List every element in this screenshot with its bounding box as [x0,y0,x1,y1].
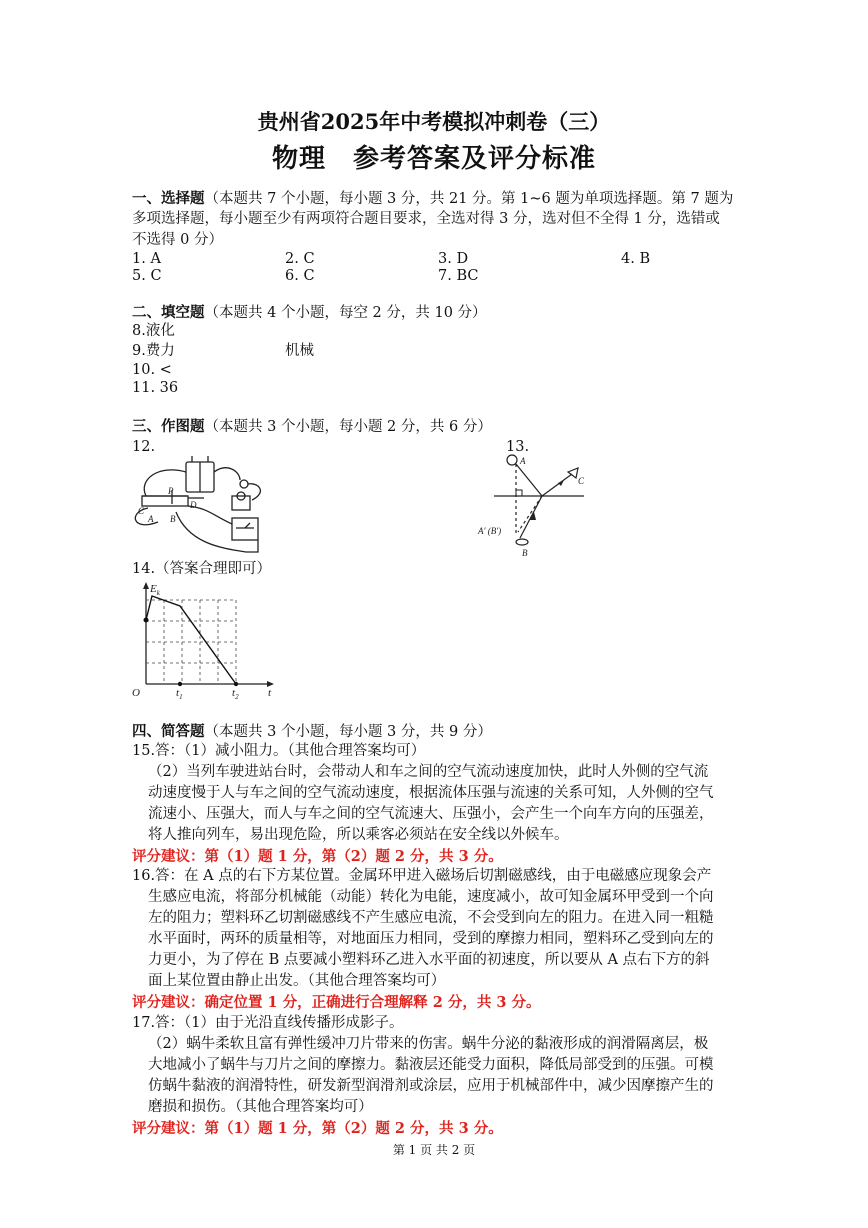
q16-line4: 水平面时，两环的质量相等，对地面压力相同，受到的摩擦力相同，塑料环乙受到向左的 [148,931,714,947]
q16-line1: 16.答：在 A 点的右下方某位置。金属环甲进入磁场后切割磁感线，由于电磁感应现象会产 [132,868,712,884]
answer-7: 7. BC [438,268,479,284]
page-footer: 第 1 页 共 2 页 [392,1143,476,1157]
fig12-label-p: P [168,486,174,496]
section1-desc-line3: 不选得 0 分） [132,232,223,248]
section1-desc-line1: （本题共 7 个小题，每小题 3 分，共 21 分。第 1~6 题为单项选择题。第 7 题为 [204,191,734,207]
q16-line5: 力更小，为了停在 B 点要减小塑料环乙进入水平面的初速度，所以要从 A 点右下方的斜 [148,952,710,968]
reflected-ray [542,474,572,496]
q16-line6: 面上某位置由静止出发。（其他合理答案均可） [148,973,446,989]
section4-heading: 四、简答题 [132,723,205,740]
figure-14-ek-t-graph [130,580,280,700]
section3-heading: 三、作图题 [132,418,205,435]
q15-line5: 将人推向列车，易出现危险，所以乘客必须站在安全线以外候车。 [148,827,569,843]
section1-desc-line2: 多项选择题，每小题至少有两项符合题目要求，全选对得 3 分，选对但不全得 1 分，选错或 [132,211,720,227]
fig13-label-c: C [578,476,585,486]
t1-point [178,682,182,686]
q17-line2: （2）蜗牛柔软且富有弹性缓冲刀片带来的伤害。蜗牛分泌的黏液形成的润滑隔离层，极 [148,1036,709,1052]
section1-heading: 一、选择题 [132,190,205,207]
fig12-label-b: B [170,514,176,524]
fig13-label-a: A [520,456,526,466]
section3-heading-line [132,416,492,438]
start-point [144,618,149,623]
fig12-label-d: D [190,500,197,510]
fig14-origin-label: O [132,687,140,699]
object-b-icon [516,539,528,545]
t2-point [234,682,238,686]
q15-line1: 15.答：（1）减小阻力。（其他合理答案均可） [132,743,426,759]
q17-line5: 磨损和损伤。（其他合理答案均可） [148,1099,373,1115]
section3-desc: （本题共 3 个小题，每小题 2 分，共 6 分） [204,419,492,435]
fig14-t2-label: $t_2$ [232,687,239,701]
fig14-y-label: $E_k$ [150,583,160,597]
ek-curve [146,596,236,684]
answer-9-blank2: 机械 [285,343,314,359]
question-14-label: 14.（答案合理即可） [132,561,272,577]
section4-heading-line [132,721,492,743]
q15-line3: 动速度慢于人与车之间的空气流动速度，根据流体压强与流速的关系可知，人外侧的空气 [148,785,714,801]
answer-2: 2. C [285,251,315,267]
section2-heading: 二、填空题 [132,304,205,321]
q17-score: 评分建议：第（1）题 1 分，第（2）题 2 分，共 3 分。 [132,1120,503,1137]
fig14-x-label: t [268,687,272,699]
question-13-label: 13. [506,439,530,455]
fig14-t1-label: $t_1$ [176,687,183,701]
section1-heading-line [132,188,733,210]
switch-icon [240,480,248,488]
figure-12-circuit [128,452,288,557]
fig13-label-b: B [522,548,528,558]
q15-score: 评分建议：第（1）题 1 分，第（2）题 2 分，共 3 分。 [132,848,503,865]
answer-4: 4. B [621,251,651,267]
q17-line1: 17.答：（1）由于光沿直线传播形成影子。 [132,1015,404,1031]
q16-line2: 生感应电流，将部分机械能（动能）转化为电能，速度减小，故可知金属环甲受到一个向 [148,889,714,905]
meter-icon [232,518,258,540]
object-a-icon [507,455,517,465]
lamp-icon [232,496,250,510]
answer-8: 8.液化 [132,323,175,339]
fig13-label-a-prime-b-prime: A′ (B′) [478,526,502,536]
exam-title: 贵州省2025年中考模拟冲刺卷（三） [257,109,611,134]
answer-11: 11. 36 [132,380,179,396]
answer-9-blank1: 9.费力 [132,343,175,359]
q15-line4: 流速小、压强大，而人与车之间的空气流速大、压强小，会产生一个向车方向的压强差， [148,806,714,822]
q17-line4: 仿蜗牛黏液的润滑特性，研发新型润滑剂或涂层，应用于机械部件中，减少因摩擦产生的 [148,1078,714,1094]
incident-ray [520,496,542,538]
fig12-label-c: C [138,506,145,516]
question-12-label: 12. [132,439,156,455]
section2-heading-line [132,302,487,324]
answer-10: 10. < [132,362,172,378]
q16-score: 评分建议：确定位置 1 分，正确进行合理解释 2 分，共 3 分。 [132,994,541,1011]
answer-5: 5. C [132,268,162,284]
answer-1: 1. A [132,251,161,267]
rheostat-icon [142,496,188,506]
answer-key-title: 物理 参考答案及评分标准 [271,144,596,174]
q16-line3: 左的阻力；塑料环乙切割磁感线不产生感应电流，不会受到向左的阻力。在进入同一粗糙 [148,910,714,926]
section4-desc: （本题共 3 个小题，每小题 3 分，共 9 分） [204,724,492,740]
q17-line3: 大地减小了蜗牛与刀片之间的摩擦力。黏液层还能受力面积，降低局部受到的压强。可模 [148,1057,714,1073]
dashed-grid [146,600,236,684]
q15-line2: （2）当列车驶进站台时，会带动人和车之间的空气流动速度加快，此时人外侧的空气流 [148,764,709,780]
figure-13-reflection [478,450,598,560]
section2-desc: （本题共 4 个小题，每空 2 分，共 10 分） [204,305,487,321]
answer-3: 3. D [438,251,469,267]
fig12-label-a: A [148,514,154,524]
answer-6: 6. C [285,268,315,284]
